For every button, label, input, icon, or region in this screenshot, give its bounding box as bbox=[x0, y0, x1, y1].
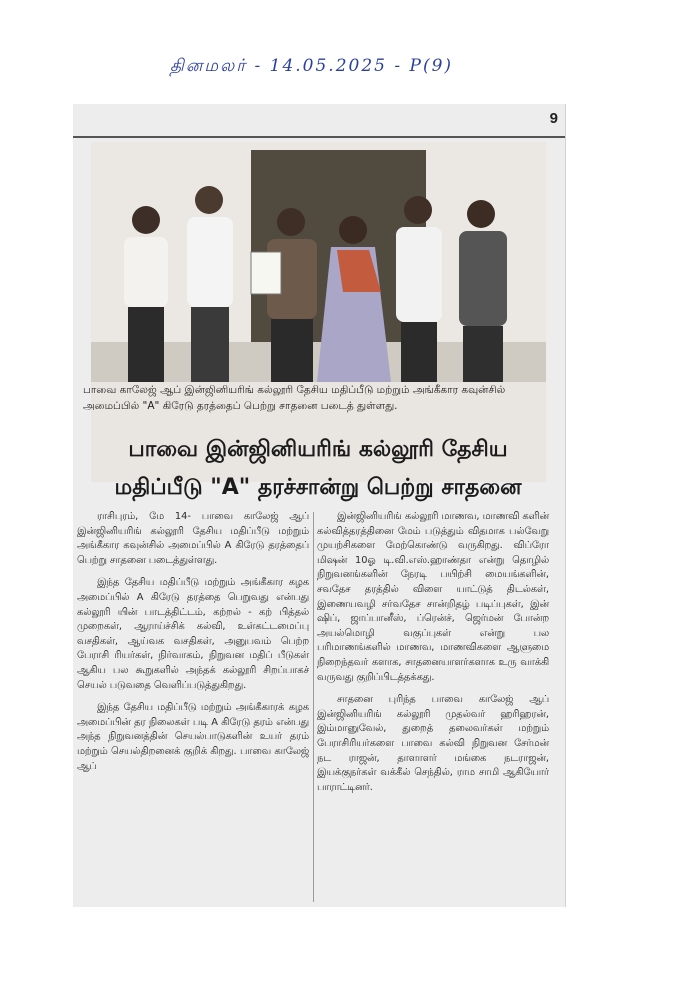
article-paragraph: ராசிபுரம், மே 14- பாவை காலேஜ் ஆப் இன்ஜினியரிங் கல்லூரி தேசிய மதிப்பீடு மற்றும் அங்கீகார கவுன்சில் அமைப்பில் A கிரேடு தரத்தைப் பெற்று சாதனை படைத்துள்ளது. bbox=[77, 511, 309, 566]
article-paragraph: இந்த தேசிய மதிப்பீடு மற்றும் அங்கீகாரக் கழக அமைப்பின் தர நிலைகள் படி A கிரேடு தரம் என்பது அந்த நிறுவனத்தின் செயல்பாடுகளின் உயர் தரம் மற்றும் செயல்திறனைக் குறிக் கிறது. பாவை காலேஜ் ஆப் bbox=[77, 702, 309, 772]
article-column-left bbox=[77, 510, 309, 782]
headline: பாவை இன்ஜினியரிங் கல்லூரி தேசிய மதிப்பீடு "A" தரச்சான்று பெற்று சாதனை bbox=[114, 437, 522, 500]
handwritten-date-note: தினமலர் - 14.05.2025 - P(9) bbox=[170, 56, 454, 76]
article-column-right bbox=[317, 510, 549, 803]
page-number: 9 bbox=[549, 110, 558, 127]
column-divider bbox=[313, 512, 314, 902]
article-paragraph: இந்த தேசிய மதிப்பீடு மற்றும் அங்கீகார கழக அமைப்பில் A கிரேடு தரத்தை பெறுவது என்பது கல்லூரி யின் பாடத்திட்டம், கற்றல் - கற் பித்தல் முறைகள், ஆராய்ச்சிக் கல்வி, உள்கட்டமைப்பு வசதிகள், ஆய்வக வசதிகள், அனுபவம் பெற்ற பேராசி ரியர்கள், நிர்வாகம், நிறுவன மதிப் பீடுகள் ஆகிய பல கூறுகளில் அந்தக் கல்லூரி சிறப்பாகச் செயல் படுவதை வெளிப்படுத்துகிறது. bbox=[77, 577, 309, 691]
photo-caption: பாவை காலேஜ் ஆப் இன்ஜினியரிங் கல்லூரி தேசிய மதிப்பீடு மற்றும் அங்கீகார கவுன்சில் அமைப்பில் "A" கிரேடு தரத்தைப் பெற்று சாதனை படைத் துள்ளது. bbox=[83, 384, 506, 412]
article-paragraph: இன்ஜினியரிங் கல்லூரி மாணவ, மாணவி களின் கல்வித்தரத்தினை மேம் படுத்தும் விதமாக பல்வேறு முயற்சிகளை மேற்கொண்டு வருகிறது. விப்ரோ மிஷன் 10ஓ டி.வி.எஸ்.ஹாண்தா என்று தொழில் நிறுவனங்களின் நேரடி பயிற்சி மையங்களின், சவதேச தரத்தில் விளை யாட்டுத் திடல்கள், இணையவழி சர்வதேச சான்றிதழ் படிப்புகள், இன் ஷிப், ஜாப்பானீஸ், ப்ரென்ச், ஜெர்மன் போன்ற அயல்மொழி வகுப்புகள் என்று பல பரிமாணங்களில் மாணவ, மாணவிகளை ஆளுமை நிறைந்தவர் களாக, சாதனையாளர்களாக உரு வாக்கி வருவது குறிப்பிடத்தக்கது. bbox=[317, 511, 549, 683]
group-photo-illustration bbox=[91, 142, 546, 382]
newspaper-clipping bbox=[73, 104, 566, 907]
article-paragraph: சாதனை புரிந்த பாவை காலேஜ் ஆப் இன்ஜினியரிங் கல்லூரி முதல்வர் ஹரிஹரன், இம்மானுவேல், துறைத் தலைவர்கள் மற்றும் பேராசிரியர்களை பாவை கல்வி நிறுவன சேர்மன் நட ராஜன், தாளாளர் மங்கை நடராஜன், இயக்குநர்கள் வக்கீல் செந்தில், ராம சாமி ஆகியோர் பாராட்டினர். bbox=[317, 694, 549, 793]
header-rule bbox=[73, 136, 566, 138]
